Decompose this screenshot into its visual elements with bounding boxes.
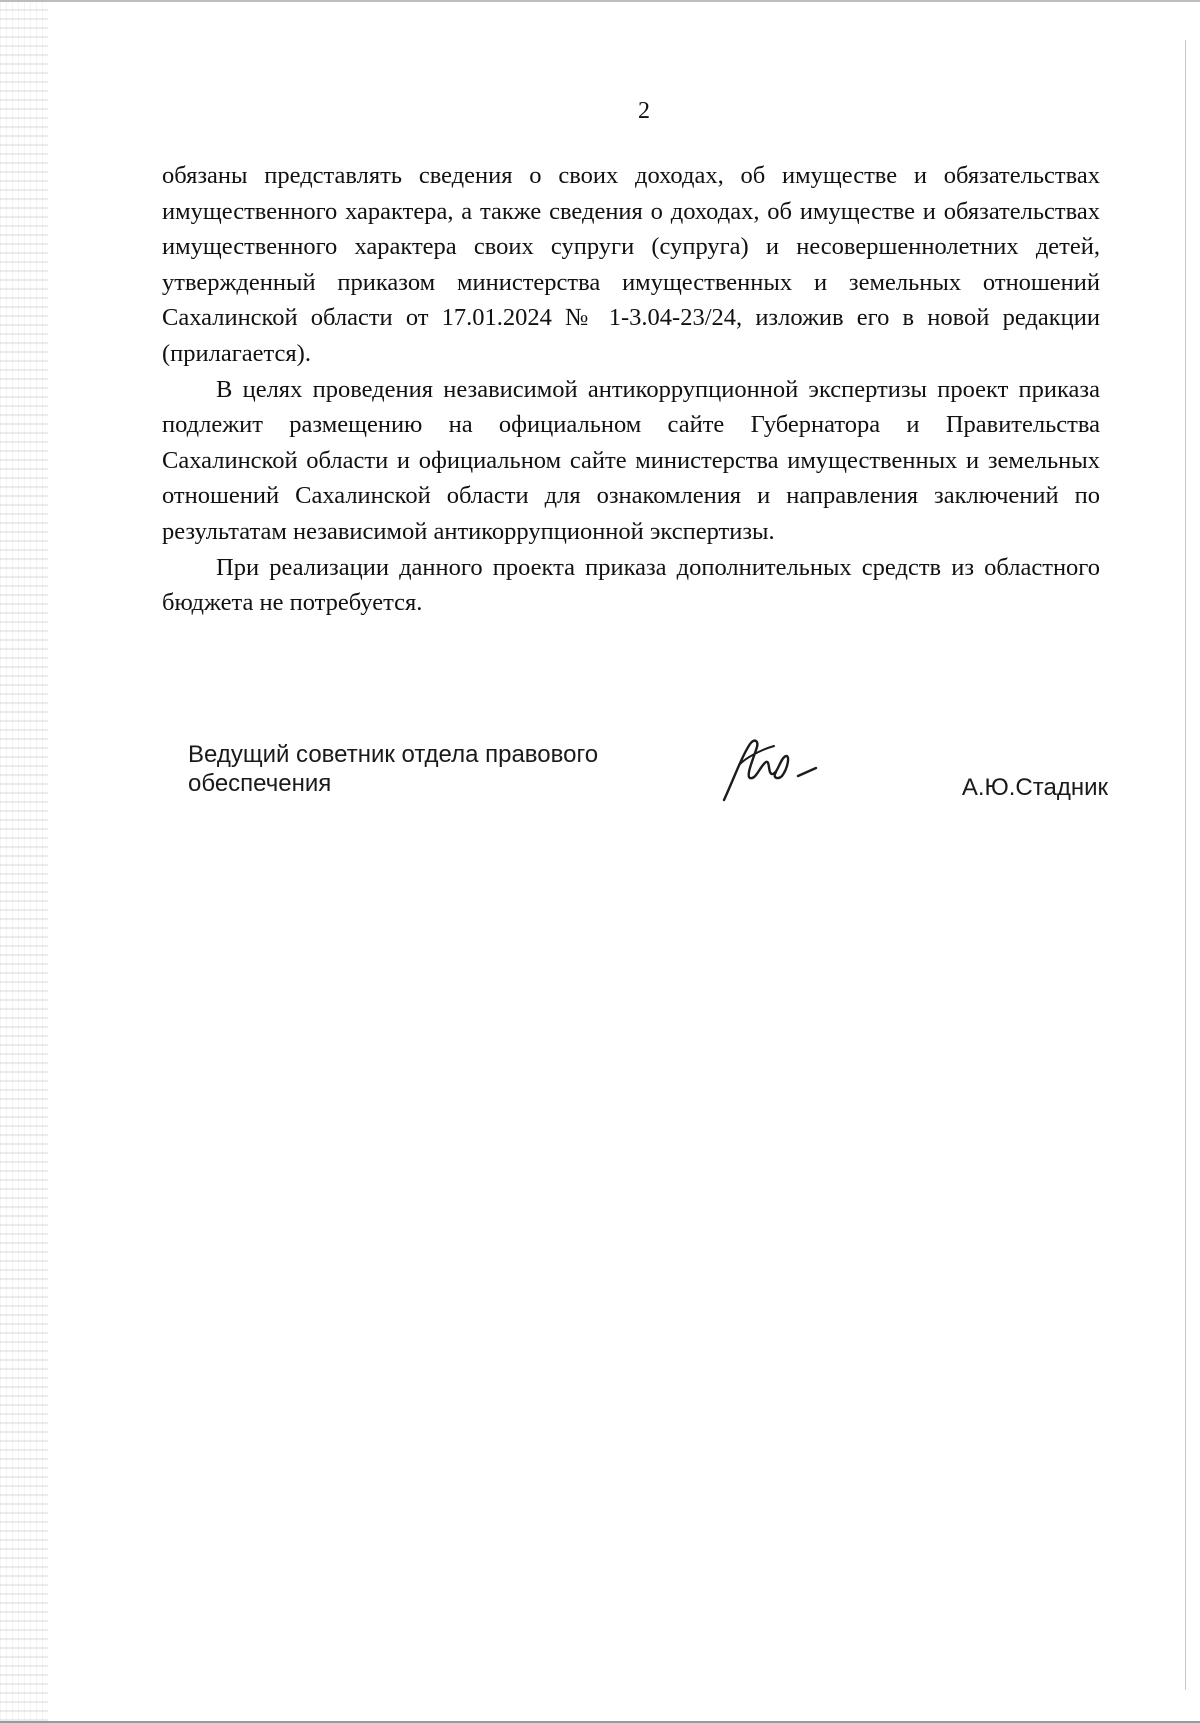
signer-title	[188, 740, 648, 798]
paragraph-anticorruption-expertise: В целях проведения независимой антикоррупционной экспертизы проект приказа подлежит размещению на официальном сайте Губернатора и Правительства Сахалинской области и официальном сайте министерства имущественных и земельных отношений Сахалинской области для ознакомления и направления заключений по результатам независимой антикоррупционной экспертизы.	[162, 375, 1100, 545]
signature-block	[188, 740, 1108, 820]
signer-title-line-2: обеспечения	[188, 770, 332, 797]
paragraph-continuation: обязаны представлять сведения о своих доходах, об имуществе и обязательствах имущественного характера, а также сведения о доходах, об имуществе и обязательствах имущественного характера своих супруги (супруга) и несовершеннолетних детей, утвержденный приказом министерства имущественных и земельных отношений Сахалинской области от 17.01.2024 № 1-3.04-23/24, изложив его в новой редакции (прилагается).	[162, 162, 1100, 367]
handwritten-signature	[716, 734, 826, 806]
signer-name: А.Ю.Стадник	[961, 774, 1108, 801]
scan-edge-top	[0, 0, 1200, 2]
body-text	[162, 158, 1100, 621]
scan-edge-left	[0, 0, 48, 1723]
scan-edge-right	[1185, 40, 1186, 1690]
page-number: 2	[638, 98, 650, 124]
signer-title-line-1: Ведущий советник отдела правового	[188, 741, 599, 768]
paragraph-budget: При реализации данного проекта приказа дополнительных средств из областного бюджета не потребуется.	[162, 553, 1100, 617]
